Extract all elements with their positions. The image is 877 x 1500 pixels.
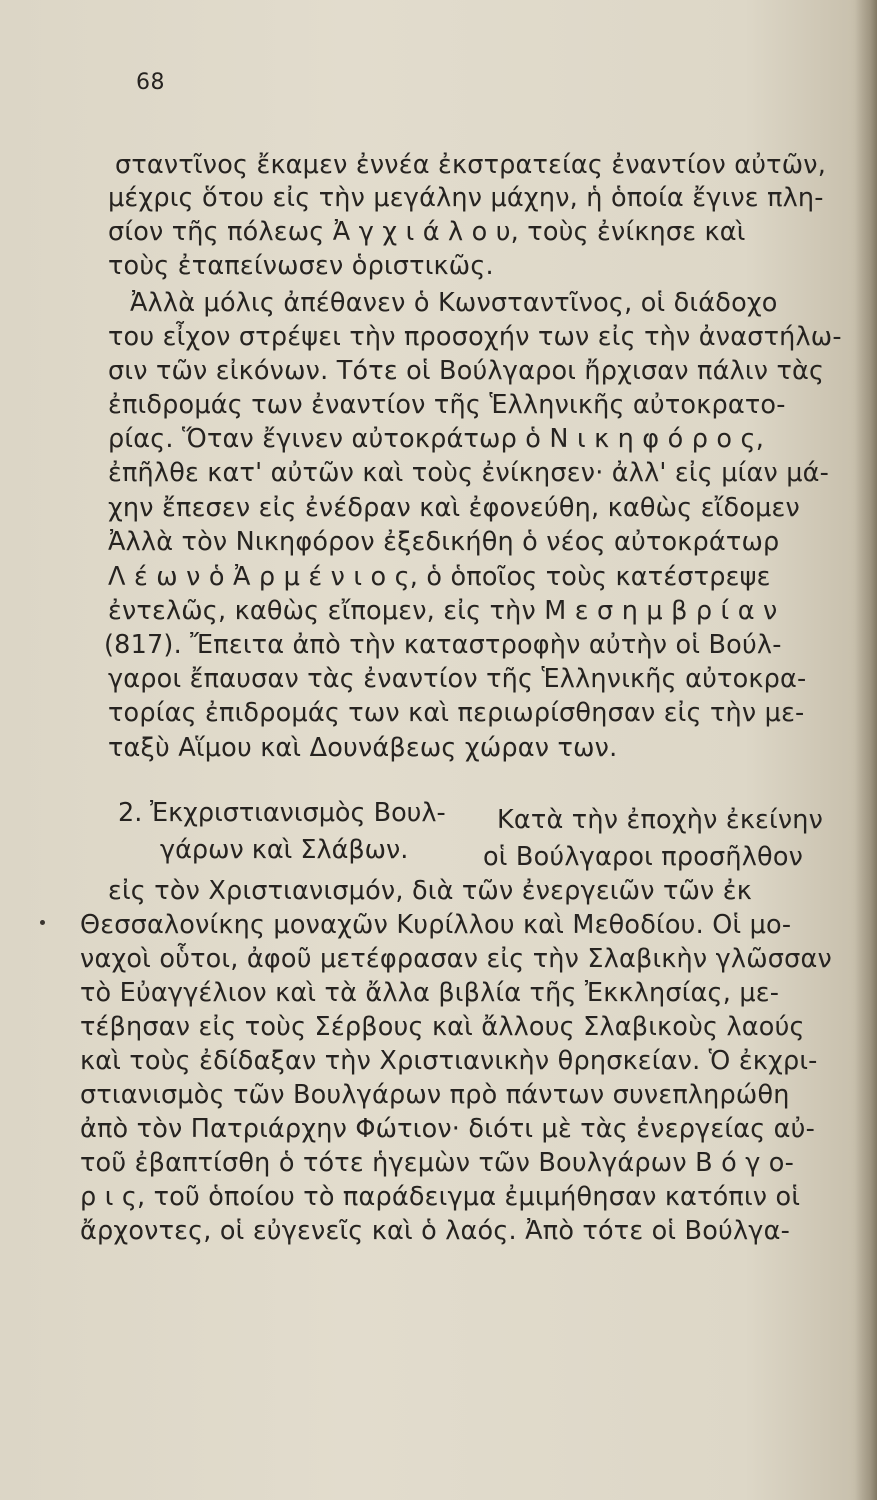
text-line: τοῦ ἐβαπτίσθη ὁ τότε ἡγεμὼν τῶν Βουλγάρων Β ό γ ο-	[80, 1148, 795, 1178]
text-line: Θεσσαλονίκης μοναχῶν Κυρίλλου καὶ Μεθοδίου. Οἱ μο-	[80, 910, 792, 940]
text-line: τοὺς ἐταπείνωσεν ὁριστικῶς.	[108, 251, 494, 281]
text-line: σιν τῶν εἰκόνων. Τότε οἱ Βούλγαροι ἤρχισαν πάλιν τὰς	[108, 356, 825, 386]
text-line: ἀπὸ τὸν Πατριάρχην Φώτιον· διότι μὲ τὰς ἐνεργείας αὐ-	[80, 1114, 816, 1144]
page-number: 68	[136, 70, 165, 95]
text-line: γαροι ἔπαυσαν τὰς ἐναντίον τῆς Ἑλληνικῆς αὐτοκρα-	[108, 664, 807, 694]
text-line: ἐντελῶς, καθὼς εἴπομεν, εἰς τὴν Μ ε σ η μ β ρ ί α ν	[108, 596, 778, 626]
text-line: τορίας ἐπιδρομάς των καὶ περιωρίσθησαν εἰς τὴν με-	[108, 698, 805, 728]
text-line: Κατὰ τὴν ἐποχὴν ἐκείνην	[497, 805, 824, 835]
page-edge-shadow	[855, 0, 877, 1500]
text-line: οἱ Βούλγαροι προσῆλθον	[483, 842, 804, 872]
text-line: σταντῖνος ἔκαμεν ἐννέα ἐκστρατείας ἐναντίον αὐτῶν,	[115, 150, 827, 180]
text-line: ταξὺ Αἵμου καὶ Δουνάβεως χώραν των.	[108, 733, 618, 763]
text-line: του εἶχον στρέψει τὴν προσοχήν των εἰς τὴν ἀναστήλω-	[108, 322, 842, 352]
text-line: ἐπιδρομάς των ἐναντίον τῆς Ἑλληνικῆς αὐτοκρατο-	[108, 390, 786, 420]
text-line: εἰς τὸν Χριστιανισμόν, διὰ τῶν ἐνεργειῶν τῶν ἐκ	[108, 876, 753, 906]
text-line: σίον τῆς πόλεως Ἀ γ χ ι ά λ ο υ, τοὺς ἐνίκησε καὶ	[108, 217, 746, 247]
section-heading: γάρων καὶ Σλάβων.	[160, 835, 409, 865]
text-line: τέβησαν εἰς τοὺς Σέρβους καὶ ἄλλους Σλαβικοὺς λαούς	[80, 1012, 805, 1042]
text-line: τὸ Εὐαγγέλιον καὶ τὰ ἄλλα βιβλία τῆς Ἐκκλησίας, με-	[80, 978, 780, 1008]
text-line: ρ ι ς, τοῦ ὁποίου τὸ παράδειγμα ἐμιμήθησαν κατόπιν οἱ	[80, 1182, 801, 1212]
text-line: χην ἔπεσεν εἰς ἐνέδραν καὶ ἐφονεύθη, καθὼς εἴδομεν	[108, 493, 800, 523]
text-line: Ἀλλὰ τὸν Νικηφόρον ἐξεδικήθη ὁ νέος αὐτοκράτωρ	[108, 527, 780, 557]
text-line: (817). Ἔπειτα ἀπὸ τὴν καταστροφὴν αὐτὴν οἱ Βούλ-	[104, 630, 782, 660]
text-line: ἐπῆλθε κατ' αὐτῶν καὶ τοὺς ἐνίκησεν· ἀλλ' εἰς μίαν μά-	[108, 458, 830, 488]
text-line: Λ έ ω ν ὁ Ἀ ρ μ έ ν ι ο ς, ὁ ὁποῖος τοὺς κατέστρεψε	[108, 562, 771, 592]
text-line: ναχοὶ οὗτοι, ἀφοῦ μετέφρασαν εἰς τὴν Σλαβικὴν γλῶσσαν	[80, 944, 832, 974]
text-line: μέχρις ὅτου εἰς τὴν μεγάλην μάχην, ἡ ὁποία ἔγινε πλη-	[108, 183, 824, 213]
section-number: 2.	[118, 798, 143, 828]
ink-spot	[40, 920, 45, 925]
text-line: στιανισμὸς τῶν Βουλγάρων πρὸ πάντων συνεπληρώθη	[80, 1080, 790, 1110]
text-line: ρίας. Ὅταν ἔγινεν αὐτοκράτωρ ὁ Ν ι κ η φ ό ρ ο ς,	[108, 424, 765, 454]
text-line: Ἀλλὰ μόλις ἀπέθανεν ὁ Κωνσταντῖνος, οἱ διάδοχο	[130, 288, 778, 318]
text-line: ἄρχοντες, οἱ εὐγενεῖς καὶ ὁ λαός. Ἀπὸ τότε οἱ Βούλγα-	[80, 1216, 790, 1246]
section-heading: Ἐκχριστιανισμὸς Βουλ-	[150, 798, 446, 828]
text-line: καὶ τοὺς ἐδίδαξαν τὴν Χριστιανικὴν θρησκείαν. Ὁ ἐκχρι-	[80, 1046, 818, 1076]
